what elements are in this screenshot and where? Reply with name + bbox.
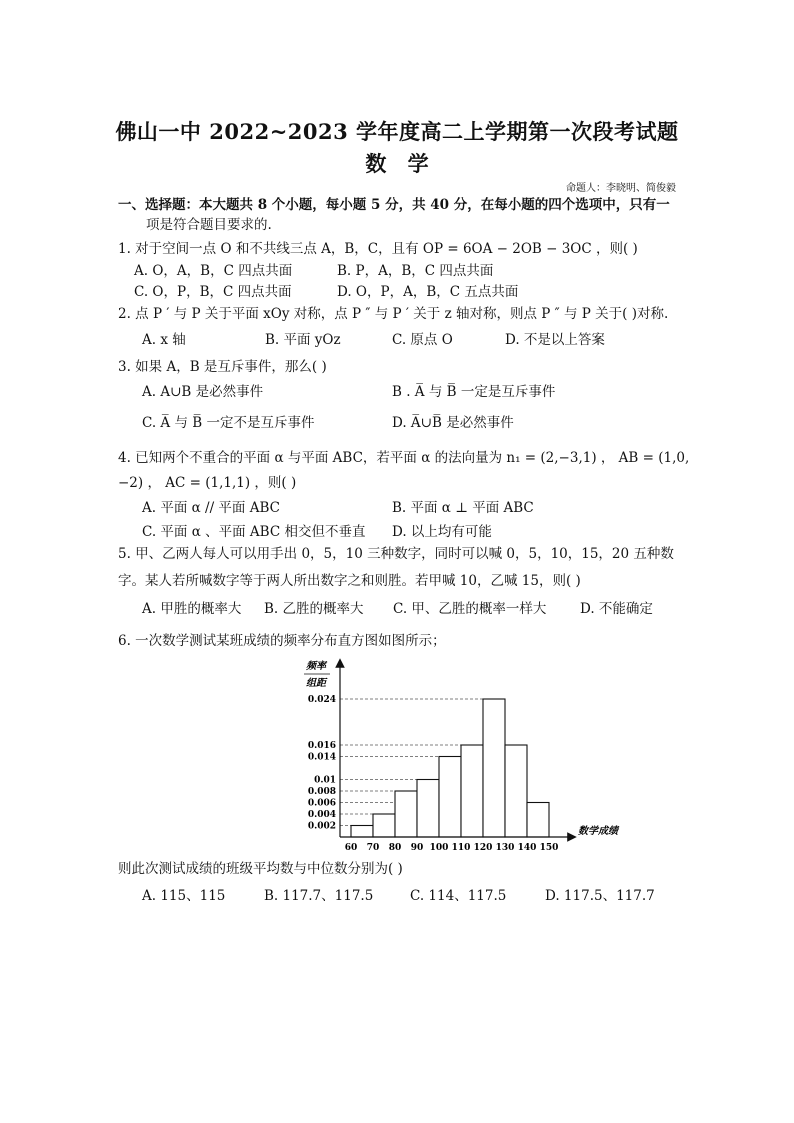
q5-option-b: B. 乙胜的概率大 bbox=[264, 601, 364, 617]
histogram-bar-90-100 bbox=[417, 780, 439, 838]
q6-option-d: D. 117.5、117.7 bbox=[545, 888, 655, 904]
author-line: 命题人：李晓明、简俊毅 bbox=[566, 183, 676, 194]
x-tick-label: 120 bbox=[473, 843, 493, 853]
q6-question: 则此次测试成绩的班级平均数与中位数分别为( ) bbox=[118, 861, 403, 877]
q6-option-a: A. 115、115 bbox=[142, 888, 226, 904]
y-tick-label: 0.002 bbox=[307, 821, 336, 832]
q2-stem: 2. 点 P ′ 与 P 关于平面 xOy 对称，点 P ″ 与 P ′ 关于 z 轴对称，则点 P ″ 与 P 关于( )对称. bbox=[118, 306, 669, 322]
x-tick-label: 110 bbox=[451, 843, 471, 853]
y-tick-label: 0.016 bbox=[307, 741, 336, 751]
x-tick-label: 90 bbox=[410, 843, 424, 853]
q5-option-d: D. 不能确定 bbox=[580, 601, 653, 617]
q5-stem-line1: 5. 甲、乙两人每人可以用手出 0，5，10 三种数字，同时可以喊 0，5，10，15，20 五种数 bbox=[118, 546, 674, 562]
q1-option-a: A. O，A，B，C 四点共面 bbox=[134, 263, 293, 279]
q2-option-c: C. 原点 O bbox=[392, 332, 453, 348]
q1-option-d: D. O，P，A，B，C 五点共面 bbox=[337, 284, 519, 300]
q6-option-b: B. 117.7、117.5 bbox=[264, 888, 374, 904]
y-tick-label: 0.024 bbox=[307, 695, 336, 705]
q6-option-c: C. 114、117.5 bbox=[410, 888, 507, 904]
section-heading-line2: 项是符合题目要求的. bbox=[146, 217, 272, 233]
q5-option-c: C. 甲、乙胜的概率一样大 bbox=[393, 601, 547, 617]
x-tick-label: 150 bbox=[539, 843, 559, 853]
q4-option-d: D. 以上均有可能 bbox=[392, 524, 492, 540]
x-tick-label: 100 bbox=[429, 843, 449, 853]
x-tick-label: 80 bbox=[388, 843, 402, 853]
y-axis-label-bottom: 组距 bbox=[306, 678, 326, 689]
q1-option-b: B. P，A，B，C 四点共面 bbox=[337, 263, 494, 279]
subject-title: 数 学 bbox=[365, 151, 429, 176]
histogram-bar-130-140 bbox=[505, 745, 527, 837]
y-tick-label: 0.014 bbox=[307, 752, 336, 763]
x-tick-label: 70 bbox=[366, 843, 380, 853]
histogram-bar-100-110 bbox=[439, 757, 461, 838]
q1-option-c: C. O，P，B，C 四点共面 bbox=[134, 284, 292, 300]
q2-option-d: D. 不是以上答案 bbox=[505, 332, 605, 348]
q3-option-d: D. A̅∪B̅ 是必然事件 bbox=[392, 415, 514, 431]
page-title: 佛山一中 2022~2023 学年度高二上学期第一次段考试题 bbox=[115, 119, 679, 144]
q4-stem-line2: −2) ， AC = (1,1,1) ，则( ) bbox=[118, 475, 297, 491]
y-tick-label: 0.006 bbox=[307, 798, 336, 809]
y-tick-label: 0.01 bbox=[314, 775, 336, 786]
histogram-chart bbox=[290, 655, 660, 855]
y-tick-label: 0.004 bbox=[307, 810, 336, 820]
q5-stem-line2: 字。某人若所喊数字等于两人所出数字之和则胜。若甲喊 10，乙喊 15，则( ) bbox=[118, 573, 581, 589]
q1-stem: 1. 对于空间一点 O 和不共线三点 A，B，C，且有 OP = 6OA − 2OB − 3OC ，则( ) bbox=[118, 241, 638, 257]
q3-option-b: B . A̅ 与 B̅ 一定是互斥事件 bbox=[392, 384, 556, 400]
histogram-bar-120-130 bbox=[483, 699, 505, 837]
q4-option-c: C. 平面 α 、平面 ABC 相交但不垂直 bbox=[142, 524, 366, 540]
q2-option-a: A. x 轴 bbox=[142, 332, 186, 348]
histogram-bar-80-90 bbox=[395, 791, 417, 837]
y-tick-label: 0.008 bbox=[307, 787, 336, 797]
y-axis-label-top: 频率 bbox=[306, 661, 326, 672]
x-tick-label: 130 bbox=[495, 843, 515, 853]
histogram-bar-110-120 bbox=[461, 745, 483, 837]
histogram-bar-60-70 bbox=[351, 826, 373, 838]
q2-option-b: B. 平面 yOz bbox=[265, 332, 341, 348]
q4-option-b: B. 平面 α ⊥ 平面 ABC bbox=[392, 500, 534, 516]
histogram-bar-140-150 bbox=[527, 803, 549, 838]
q6-stem: 6. 一次数学测试某班成绩的频率分布直方图如图所示； bbox=[118, 633, 446, 649]
q3-option-a: A. A∪B 是必然事件 bbox=[142, 384, 264, 400]
q4-option-a: A. 平面 α // 平面 ABC bbox=[142, 500, 280, 516]
section-heading-line1: 一、选择题：本大题共 8 个小题，每小题 5 分，共 40 分，在每小题的四个选项中，只有一 bbox=[118, 197, 670, 213]
q3-option-c: C. A̅ 与 B̅ 一定不是互斥事件 bbox=[142, 415, 315, 431]
x-axis-label: 数学成绩 bbox=[578, 826, 618, 837]
x-tick-label: 140 bbox=[517, 843, 537, 853]
x-tick-label: 60 bbox=[344, 843, 358, 853]
q5-option-a: A. 甲胜的概率大 bbox=[142, 601, 242, 617]
q3-stem: 3. 如果 A，B 是互斥事件，那么( ) bbox=[118, 359, 327, 375]
q4-stem-line1: 4. 已知两个不重合的平面 α 与平面 ABC，若平面 α 的法向量为 n₁ = (2,−3,1) ， AB = (1,0, bbox=[118, 450, 690, 466]
histogram-bar-70-80 bbox=[373, 814, 395, 837]
